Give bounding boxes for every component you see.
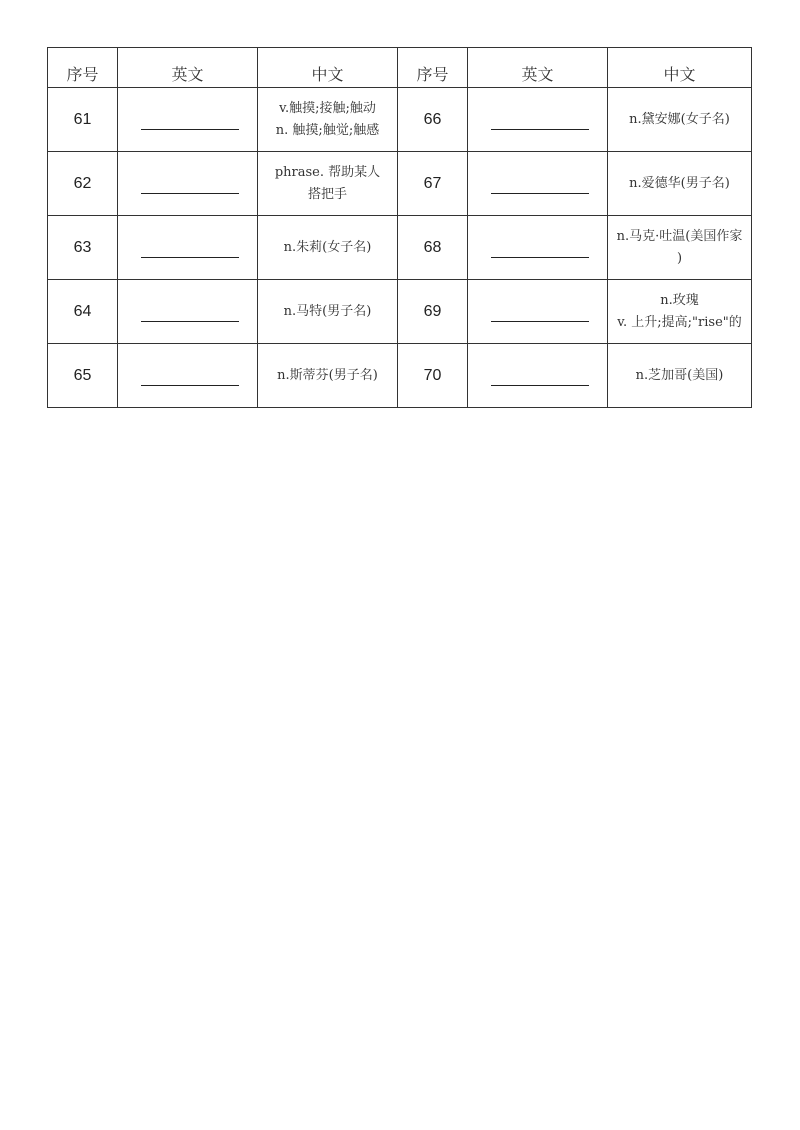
- meaning-line: n. 触摸;触觉;触感: [275, 122, 380, 138]
- vocab-sheet: [47, 47, 751, 408]
- chinese-meaning: [258, 216, 398, 280]
- table-row: [48, 280, 752, 344]
- blank-line: [491, 257, 589, 258]
- chinese-meaning: [258, 344, 398, 408]
- item-number: 70: [398, 344, 468, 408]
- answer-blank[interactable]: [468, 280, 608, 344]
- item-number: 69: [398, 280, 468, 344]
- answer-blank[interactable]: [118, 216, 258, 280]
- blank-line: [491, 193, 589, 194]
- item-number: 68: [398, 216, 468, 280]
- chinese-meaning: [608, 344, 752, 408]
- table-row: [48, 344, 752, 408]
- item-number: 65: [48, 344, 118, 408]
- meaning-line: n.朱莉(女子名): [283, 239, 372, 255]
- blank-line: [141, 257, 239, 258]
- blank-line: [141, 193, 239, 194]
- vocab-table: [47, 47, 752, 408]
- answer-blank[interactable]: [118, 280, 258, 344]
- chinese-meaning: [608, 280, 752, 344]
- answer-blank[interactable]: [468, 216, 608, 280]
- answer-blank[interactable]: [118, 152, 258, 216]
- chinese-meaning: [608, 88, 752, 152]
- blank-line: [491, 129, 589, 130]
- chinese-meaning: [258, 152, 398, 216]
- chinese-meaning: [258, 88, 398, 152]
- meaning-line: n.芝加哥(美国): [635, 367, 724, 383]
- chinese-meaning: [258, 280, 398, 344]
- meaning-line: n.爱德华(男子名): [629, 175, 730, 191]
- header-english-left: 英文: [118, 48, 258, 88]
- answer-blank[interactable]: [468, 344, 608, 408]
- answer-blank[interactable]: [118, 344, 258, 408]
- blank-line: [141, 321, 239, 322]
- header-row: [48, 48, 752, 88]
- answer-blank[interactable]: [118, 88, 258, 152]
- item-number: 62: [48, 152, 118, 216]
- meaning-line: n.玫瑰: [660, 292, 699, 308]
- meaning-line: 搭把手: [307, 186, 347, 202]
- header-number-left: 序号: [48, 48, 118, 88]
- meaning-line: phrase. 帮助某人: [274, 164, 381, 180]
- table-row: [48, 152, 752, 216]
- blank-line: [491, 385, 589, 386]
- meaning-line: ): [676, 250, 683, 266]
- blank-line: [491, 321, 589, 322]
- meaning-line: n.马克·吐温(美国作家: [616, 228, 743, 244]
- answer-blank[interactable]: [468, 88, 608, 152]
- item-number: 61: [48, 88, 118, 152]
- chinese-meaning: [608, 216, 752, 280]
- meaning-line: n.斯蒂芬(男子名): [277, 367, 378, 383]
- blank-line: [141, 129, 239, 130]
- meaning-line: n.黛安娜(女子名): [629, 111, 730, 127]
- answer-blank[interactable]: [468, 152, 608, 216]
- meaning-line: v.触摸;接触;触动: [279, 100, 376, 116]
- header-chinese-left: 中文: [258, 48, 398, 88]
- header-english-right: 英文: [468, 48, 608, 88]
- chinese-meaning: [608, 152, 752, 216]
- item-number: 64: [48, 280, 118, 344]
- item-number: 67: [398, 152, 468, 216]
- meaning-line: v. 上升;提高;"rise"的: [617, 314, 742, 330]
- blank-line: [141, 385, 239, 386]
- item-number: 66: [398, 88, 468, 152]
- header-chinese-right: 中文: [608, 48, 752, 88]
- table-row: [48, 88, 752, 152]
- item-number: 63: [48, 216, 118, 280]
- meaning-line: n.马特(男子名): [283, 303, 372, 319]
- table-row: [48, 216, 752, 280]
- header-number-right: 序号: [398, 48, 468, 88]
